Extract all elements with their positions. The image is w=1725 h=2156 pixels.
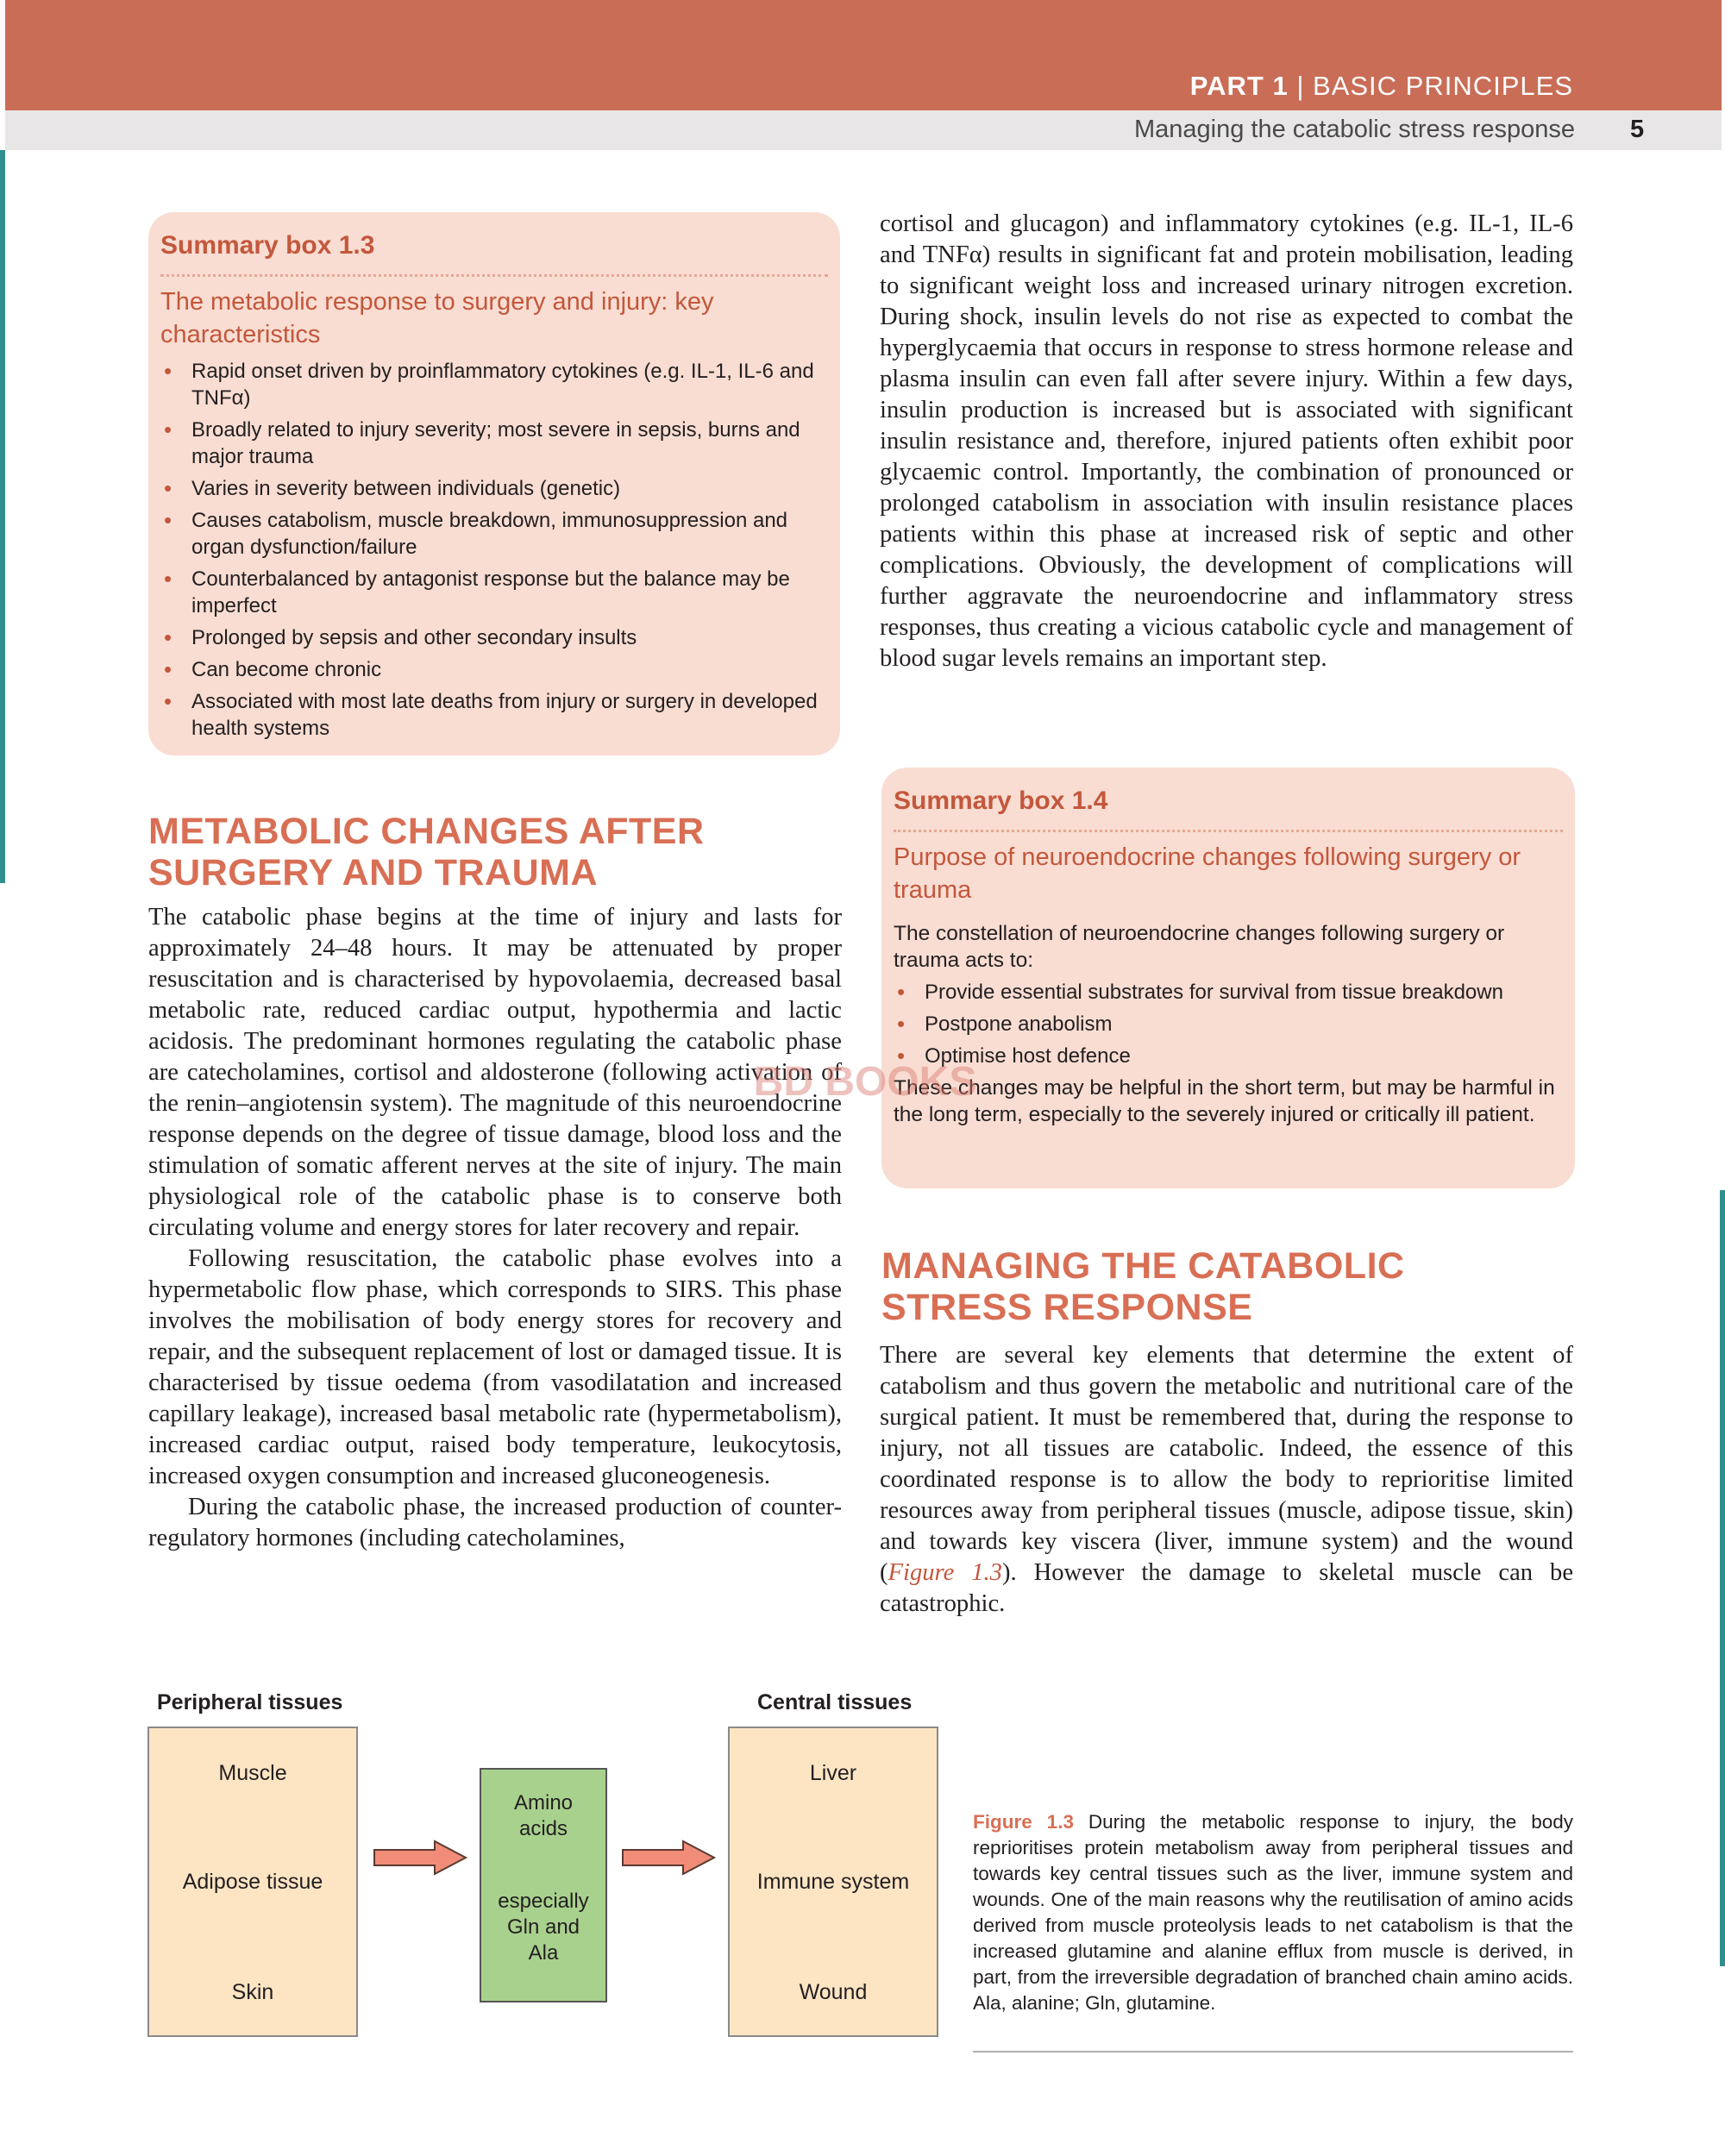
tissue-immune: Immune system: [756, 1870, 910, 1894]
summary-box-title: Summary box 1.3: [160, 231, 375, 260]
left-column-text: [148, 902, 842, 1554]
caption-divider: [973, 2051, 1573, 2053]
amino-line: Gln and: [506, 1915, 580, 1939]
figure-reference-link[interactable]: Figure 1.3: [888, 1559, 1002, 1586]
heading-line: MANAGING THE CATABOLIC: [881, 1245, 1405, 1287]
tissue-muscle: Muscle: [218, 1761, 287, 1785]
paragraph: Following resuscitation, the catabolic phase evolves into a hypermetabolic flow phase, which corresponds to SIRS. This phase involves the mobilisation of body energy stores for recovery and repair, and the subsequent replacement of lost or damaged tissue. It is characterised by tissue oedema (from vasodilatation and increased capillary leakage), increased basal metabolic rate (hypermetabolism), increased cardiac output, raised body temperature, leukocytosis, increased oxygen consumption and increased gluconeogenesis.: [148, 1245, 842, 1489]
tissue-adipose: Adipose tissue: [182, 1870, 323, 1894]
central-tissues-label: Central tissues: [757, 1690, 913, 1714]
arrow-right-icon: [373, 1839, 469, 1877]
arrow-right-icon: [621, 1839, 718, 1877]
tissue-wound: Wound: [799, 1980, 868, 2004]
part-label: PART 1: [1189, 71, 1289, 101]
peripheral-tissues-label: Peripheral tissues: [157, 1690, 343, 1714]
summary-box-subtitle: The metabolic response to surgery and injury: key characteristics: [160, 288, 714, 348]
edge-stripe-right: [1720, 1190, 1725, 1966]
tissue-liver: Liver: [809, 1761, 857, 1785]
running-title: Managing the catabolic stress response: [1133, 116, 1575, 143]
list-item: • Prolonged by sepsis and other secondary insults: [160, 624, 828, 651]
summary-box-title: Summary box 1.4: [894, 787, 1108, 815]
list-item: • Can become chronic: [160, 656, 828, 683]
amino-line: Amino: [513, 1791, 574, 1814]
heading-line: STRESS RESPONSE: [881, 1287, 1253, 1328]
amino-detail: [481, 1889, 605, 1966]
paragraph: The catabolic phase begins at the time of injury and lasts for approximately 24–48 hours. It may be attenuated by proper resuscitation and is characterised by hypovolaemia, decreased basal metabolic rate, reduced cardiac output, hypothermia and lactic acidosis. The predominant hormones regulating the catabolic phase are catecholamines, cortisol and aldosterone (following activation of the renin–angiotensin system). The magnitude of this neuroendocrine response depends on the degree of tissue damage, blood loss and the stimulation of somatic afferent nerves at the site of injury. The main physiological role of the catabolic phase is to conserve both circulating volume and energy stores for later recovery and repair.: [148, 904, 842, 1241]
managing-text: [880, 1340, 1573, 1620]
summary-box-list: [894, 979, 1563, 1069]
right-column-text: [880, 209, 1573, 674]
summary-box-divider: [894, 830, 1563, 832]
part-separator: |: [1288, 71, 1314, 101]
amino-line: acids: [518, 1817, 568, 1840]
list-item: • Associated with most late deaths from injury or surgery in developed health systems: [160, 688, 828, 742]
text-after-ref: ). However the damage to skeletal muscle can be catastrophic.: [880, 1559, 1574, 1617]
list-item: • Provide essential substrates for survival from tissue breakdown: [894, 979, 1563, 1006]
list-item: • Varies in severity between individuals (genetic): [160, 475, 828, 502]
heading-line: SURGERY AND TRAUMA: [148, 852, 599, 893]
summary-box-intro: The constellation of neuroendocrine changes following surgery or trauma acts to:: [894, 922, 1505, 972]
peripheral-tissues-box: [147, 1727, 358, 2037]
section-heading-managing: [881, 1245, 1575, 1328]
list-item: • Postpone anabolism: [894, 1011, 1563, 1037]
figure-caption: [973, 1809, 1573, 2016]
section-heading-metabolic: [148, 811, 840, 893]
summary-box-outro: These changes may be helpful in the short term, but may be harmful in the long term, especially to the severely injured or critically ill patient.: [894, 1076, 1555, 1126]
summary-box-1-3: [148, 212, 840, 755]
part-title: BASIC PRINCIPLES: [1313, 71, 1573, 101]
central-tissues-box: [728, 1727, 938, 2037]
list-item: • Optimise host defence: [894, 1043, 1563, 1069]
figure-number: Figure 1.3: [973, 1811, 1074, 1833]
paragraph: cortisol and glucagon) and inflammatory cytokines (e.g. IL-1, IL-6 and TNFα) results in significant fat and protein mobilisation, leading to significant weight loss and increased urinary nitrogen excretion. During shock, insulin levels do not rise as expected to combat the hyperglycaemia that occurs in response to stress hormone release and plasma insulin can even fall after severe injury. Within a few days, insulin production is increased but is associated with significant insulin resistance and, therefore, injured patients often exhibit poor glycaemic control. Importantly, the combination of pronounced or prolonged catabolism in association with insulin resistance places patients within this phase at increased risk of septic and other complications. Obviously, the development of complications will further aggravate the neuroendocrine and inflammatory stress responses, thus creating a vicious catabolic cycle and management of blood sugar levels remains an important step.: [880, 210, 1573, 672]
paragraph: During the catabolic phase, the increased production of counter-regulatory hormones (including catecholamines,: [148, 1494, 842, 1551]
page-number: 5: [1630, 116, 1645, 143]
edge-stripe-left: [0, 150, 5, 883]
list-item: • Rapid onset driven by proinflammatory cytokines (e.g. IL-1, IL-6 and TNFα): [160, 358, 828, 411]
summary-box-list: [160, 358, 828, 742]
summary-box-subtitle: Purpose of neuroendocrine changes following surgery or trauma: [894, 843, 1521, 904]
part-heading: [1190, 71, 1573, 102]
paragraph: [880, 1340, 1573, 1620]
amino-line: Ala: [528, 1941, 559, 1965]
tissue-skin: Skin: [231, 1980, 274, 2004]
text-before-ref: There are several key elements that determine the extent of catabolism and thus govern the metabolic and nutritional care of the surgical patient. It must be remembered that, during the response to injury, not all tissues are catabolic. Indeed, the essence of this coordinated response is to allow the body to reprioritise limited resources away from peripheral tissues (muscle, adipose tissue, skin) and towards key viscera (liver, immune system) and the wound (: [880, 1342, 1573, 1586]
heading-line: METABOLIC CHANGES AFTER: [148, 811, 705, 852]
amino-label: [481, 1790, 605, 1842]
caption-text: During the metabolic response to injury, the body reprioritises protein metabolism away from peripheral tissues and towards key central tissues such as the liver, immune system and wounds. One of the main reasons why the reutilisation of amino acids derived from muscle proteolysis leads to net catabolism is that the increased glutamine and alanine efflux from muscle is derived, in part, from the irreversible degradation of branched chain amino acids. Ala, alanine; Gln, glutamine.: [973, 1811, 1573, 2014]
watermark: BD BOOKS: [753, 1059, 977, 1105]
amino-line: especially: [498, 1890, 589, 1913]
summary-box-divider: [160, 274, 828, 277]
list-item: • Causes catabolism, muscle breakdown, immunosuppression and organ dysfunction/failure: [160, 507, 828, 561]
list-item: • Broadly related to injury severity; most severe in sepsis, burns and major trauma: [160, 417, 828, 470]
summary-box-1-4: [881, 768, 1575, 1188]
amino-acids-box: [480, 1768, 607, 2002]
list-item: • Counterbalanced by antagonist response but the balance may be imperfect: [160, 566, 828, 619]
